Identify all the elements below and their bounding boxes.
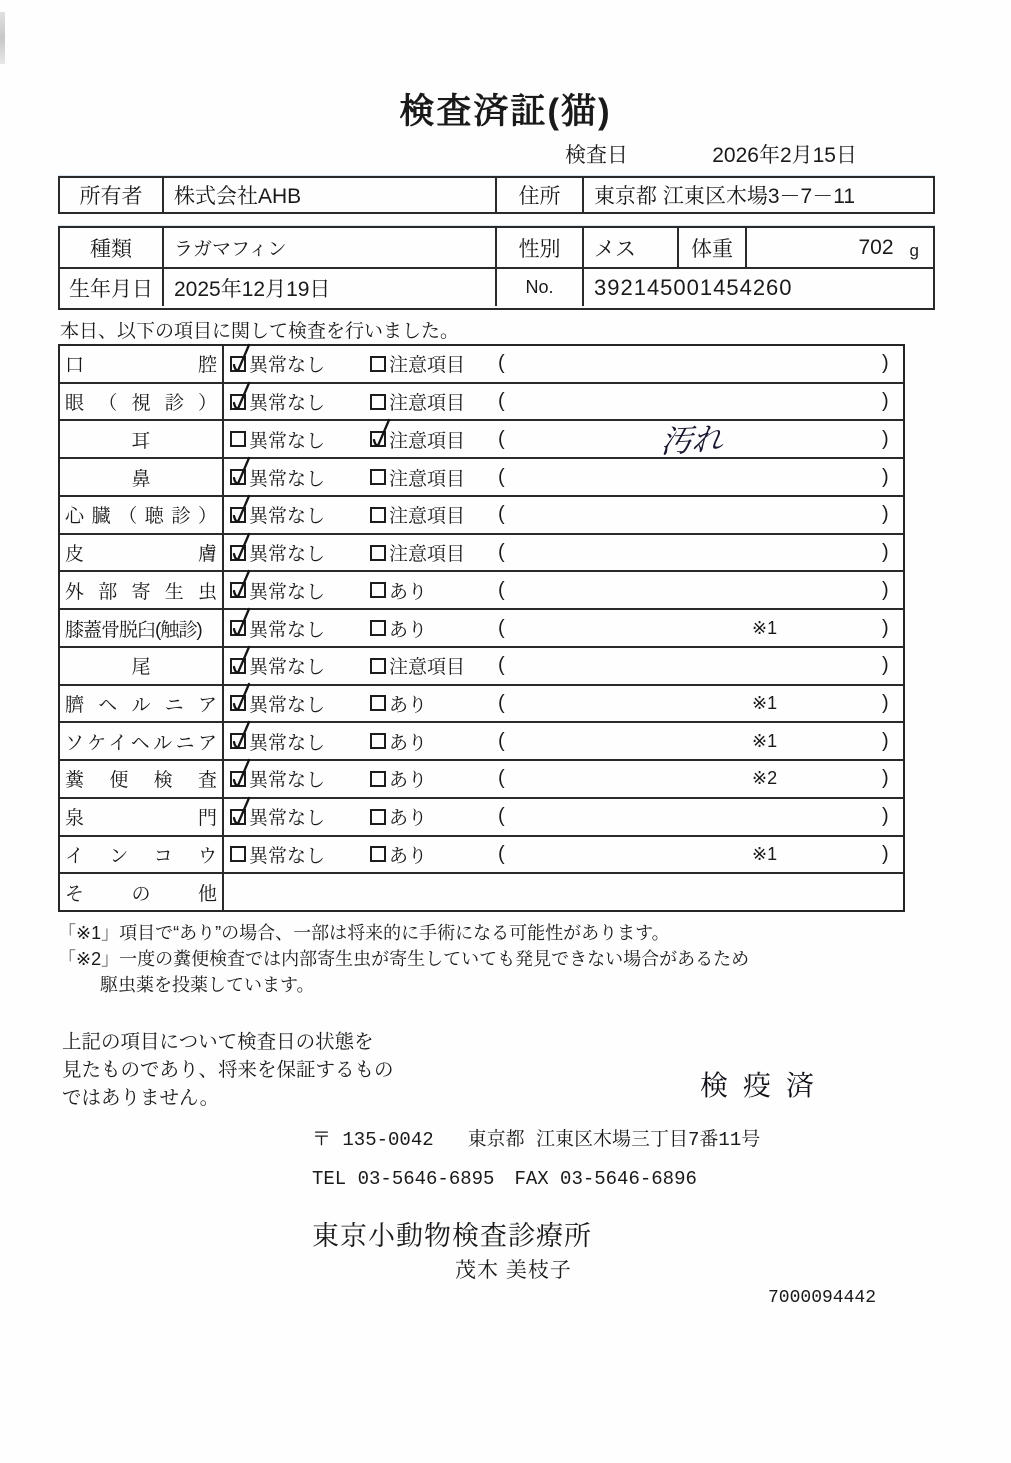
paren-close: ) — [882, 352, 889, 375]
option-label: あり — [389, 581, 428, 603]
exam-row-body — [224, 610, 903, 646]
checkbox-attention — [370, 733, 386, 749]
exam-row-body — [224, 497, 903, 533]
option-label: あり — [389, 732, 428, 754]
option-label: 異常なし — [249, 430, 326, 452]
paren-close: ) — [882, 691, 889, 714]
checkbox-attention — [370, 356, 386, 372]
exam-row — [60, 797, 903, 835]
microchip-no-label: No. — [495, 269, 582, 306]
option-label: あり — [389, 808, 428, 830]
option-no-abnormality — [230, 837, 325, 873]
option-label: 異常なし — [249, 657, 326, 679]
checkbox-attention — [370, 507, 386, 523]
sex-value: メス — [582, 228, 677, 267]
exam-row — [60, 533, 903, 571]
option-no-abnormality — [230, 572, 325, 608]
option-attention — [370, 761, 427, 797]
paren-close: ) — [882, 541, 889, 564]
exam-row — [60, 872, 903, 910]
weight-label: 体重 — [677, 228, 745, 267]
fax-number: FAX 03-5646-6896 — [514, 1168, 697, 1190]
option-attention — [370, 384, 465, 420]
checkbox-no-abnormality — [230, 356, 246, 372]
intro-sentence: 本日、以下の項目に関して検査を行いました。 — [60, 321, 460, 342]
paren-open: ( — [498, 352, 505, 375]
checkbox-attention — [370, 431, 386, 447]
option-label: 注意項目 — [389, 468, 466, 490]
paren-open: ( — [498, 654, 505, 677]
paren-close: ) — [882, 616, 889, 639]
option-attention — [370, 799, 427, 835]
exam-item-label: 外 部 寄 生 虫 — [60, 572, 224, 608]
exam-row — [60, 608, 903, 646]
option-attention — [370, 572, 427, 608]
option-attention — [370, 686, 427, 722]
paren-open: ( — [498, 541, 505, 564]
checkbox-no-abnormality — [230, 431, 246, 447]
row-remark: ※1 — [752, 692, 778, 713]
checkbox-attention — [370, 846, 386, 862]
option-no-abnormality — [230, 384, 325, 420]
option-attention — [370, 837, 427, 873]
checkbox-no-abnormality — [230, 771, 246, 787]
option-label: 異常なし — [249, 770, 326, 792]
footnote-1: 「※1」項目で“あり”の場合、一部は将来的に手術になる可能性があります。 — [58, 923, 670, 943]
exam-item-label: そ の 他 — [60, 874, 224, 910]
weight-value: 702 — [858, 235, 894, 259]
exam-item-label: 心 臓 （ 聴 診 ） — [60, 497, 224, 533]
paren-open: ( — [498, 842, 505, 865]
exam-item-label: 鼻 — [60, 459, 224, 495]
exam-row-body — [224, 874, 903, 910]
birth-value: 2025年12月19日 — [162, 269, 495, 306]
checkbox-no-abnormality — [230, 620, 246, 636]
option-label: 異常なし — [249, 468, 326, 490]
checkbox-attention — [370, 771, 386, 787]
paren-close: ) — [882, 842, 889, 865]
checkbox-no-abnormality — [230, 658, 246, 674]
option-attention — [370, 497, 465, 533]
option-label: あり — [389, 694, 428, 716]
exam-row-body — [224, 459, 903, 495]
checkbox-attention — [370, 809, 386, 825]
paren-open: ( — [498, 616, 505, 639]
inspection-date-label: 検査日 — [565, 144, 628, 167]
option-no-abnormality — [230, 497, 325, 533]
checkbox-attention — [370, 695, 386, 711]
option-label: 異常なし — [249, 808, 326, 830]
option-label: 注意項目 — [389, 657, 466, 679]
exam-row-body — [224, 421, 903, 462]
exam-row-body — [224, 572, 903, 608]
option-label: 異常なし — [249, 845, 326, 867]
exam-item-label: イ ン コ ウ — [60, 837, 224, 873]
exam-row — [60, 721, 903, 759]
paren-close: ) — [882, 578, 889, 601]
checkbox-no-abnormality — [230, 733, 246, 749]
weight-cell — [745, 228, 933, 267]
clinic-address: 東京都 江東区木場三丁目7番11号 — [467, 1129, 761, 1151]
paren-open: ( — [498, 465, 505, 488]
option-label: 異常なし — [249, 506, 326, 528]
scan-edge-artifact — [0, 12, 5, 64]
exam-row — [60, 419, 903, 462]
microchip-no-value: 392145001454260 — [582, 269, 933, 306]
footnote-2: 「※2」一度の糞便検査では内部寄生虫が寄生していても発見できない場合があるため — [58, 949, 750, 969]
checkbox-attention — [370, 658, 386, 674]
paren-close: ) — [882, 767, 889, 790]
option-no-abnormality — [230, 799, 325, 835]
option-no-abnormality — [230, 421, 325, 457]
exam-item-label: 眼 （ 視 診 ） — [60, 384, 224, 420]
breed-label: 種類 — [90, 237, 132, 261]
exam-row — [60, 835, 903, 873]
option-attention — [370, 421, 465, 457]
checkbox-no-abnormality — [230, 469, 246, 485]
exam-item-label: 皮 膚 — [60, 535, 224, 571]
option-attention — [370, 723, 427, 759]
exam-item-label: 尾 — [60, 648, 224, 684]
birth-label: 生年月日 — [69, 277, 153, 301]
exam-item-label: 糞 便 検 査 — [60, 761, 224, 797]
weight-unit: g — [909, 240, 919, 260]
option-label: 異常なし — [249, 581, 326, 603]
postal-code: 〒 135-0042 — [312, 1129, 434, 1151]
exam-item-label: 膝蓋骨脱臼(触診) — [60, 610, 224, 646]
exam-row-body — [224, 761, 903, 797]
checkbox-no-abnormality — [230, 582, 246, 598]
exam-row — [60, 646, 903, 684]
paren-open: ( — [498, 578, 505, 601]
clinic-name: 東京小動物検査診療所 — [312, 1221, 592, 1251]
paren-open: ( — [498, 729, 505, 752]
paren-open: ( — [498, 805, 505, 828]
option-label: 注意項目 — [389, 355, 466, 377]
exam-item-label: 耳 — [60, 421, 224, 457]
exam-row — [60, 346, 903, 382]
checkbox-attention — [370, 620, 386, 636]
exam-row — [60, 570, 903, 608]
exam-row-body — [224, 723, 903, 759]
option-attention — [370, 346, 465, 382]
serial-number: 7000094442 — [768, 1288, 877, 1308]
paren-open: ( — [498, 427, 505, 450]
exam-item-label: 臍 ヘ ル ニ ア — [60, 686, 224, 722]
owner-label: 所有者 — [79, 185, 143, 208]
checkbox-no-abnormality — [230, 809, 246, 825]
exam-row — [60, 457, 903, 495]
option-label: 異常なし — [249, 694, 326, 716]
row-remark: ※1 — [752, 617, 778, 638]
row-remark: ※1 — [752, 843, 778, 864]
paren-close: ) — [882, 390, 889, 413]
paren-close: ) — [882, 805, 889, 828]
handwritten-note — [592, 335, 792, 345]
checkbox-attention — [370, 469, 386, 485]
paren-open: ( — [498, 503, 505, 526]
paren-close: ) — [882, 654, 889, 677]
option-no-abnormality — [230, 459, 325, 495]
page-title: 検査済証(猫) — [399, 92, 612, 131]
exam-row-body — [224, 346, 903, 382]
option-label: 注意項目 — [389, 430, 466, 452]
option-attention — [370, 648, 465, 684]
veterinarian-name: 茂木 美枝子 — [455, 1259, 572, 1282]
exam-row-body — [224, 384, 903, 420]
option-label: あり — [389, 770, 428, 792]
paren-open: ( — [498, 691, 505, 714]
disclaimer: 上記の項目について検査日の状態を 見たものであり、将来を保証するもの ではありません。 — [62, 1031, 394, 1109]
clinic-tel-fax — [312, 1168, 697, 1190]
inspection-date-row — [0, 139, 935, 165]
pet-info-table — [58, 226, 935, 310]
exam-row-body — [224, 686, 903, 722]
paren-close: ) — [882, 729, 889, 752]
option-label: 異常なし — [249, 619, 326, 641]
option-attention — [370, 459, 465, 495]
exam-row-body — [224, 648, 903, 684]
option-label: 異常なし — [249, 544, 326, 566]
checkbox-attention — [370, 582, 386, 598]
owner-value: 株式会社AHB — [162, 178, 495, 212]
owner-table — [58, 176, 935, 214]
footnote-2-continued: 駆虫薬を投薬しています。 — [100, 975, 315, 995]
address-value: 東京都 江東区木場3－7－11 — [582, 178, 933, 212]
option-no-abnormality — [230, 686, 325, 722]
clinic-postal-address — [312, 1124, 760, 1151]
inspection-date-value: 2026年2月15日 — [712, 144, 857, 167]
option-label: 異常なし — [249, 393, 326, 415]
checkbox-attention — [370, 545, 386, 561]
checkbox-no-abnormality — [230, 394, 246, 410]
exam-item-label: 泉 門 — [60, 799, 224, 835]
option-attention — [370, 535, 465, 571]
checkbox-no-abnormality — [230, 695, 246, 711]
row-remark: ※2 — [752, 768, 778, 789]
quarantine-stamp: 検疫済 — [700, 1070, 830, 1101]
option-no-abnormality — [230, 535, 325, 571]
paren-close: ) — [882, 427, 889, 450]
option-no-abnormality — [230, 723, 325, 759]
option-no-abnormality — [230, 761, 325, 797]
option-label: 注意項目 — [389, 393, 466, 415]
exam-row — [60, 495, 903, 533]
option-label: 異常なし — [249, 355, 326, 377]
row-remark: ※1 — [752, 730, 778, 751]
exam-row-body — [224, 837, 903, 873]
exam-row-body — [224, 535, 903, 571]
breed-value: ラガマフィン — [162, 228, 495, 267]
paren-open: ( — [498, 390, 505, 413]
option-label: 異常なし — [249, 732, 326, 754]
checkbox-no-abnormality — [230, 545, 246, 561]
paren-open: ( — [498, 767, 505, 790]
exam-row-body — [224, 799, 903, 835]
option-label: 注意項目 — [389, 506, 466, 528]
handwritten-note: 汚れ — [659, 421, 724, 462]
option-label: あり — [389, 845, 428, 867]
exam-checklist-table — [58, 344, 905, 912]
option-label: あり — [389, 619, 428, 641]
checkbox-no-abnormality — [230, 507, 246, 523]
exam-item-label: ソケイヘルニア — [60, 723, 224, 759]
checkbox-no-abnormality — [230, 846, 246, 862]
option-label: 注意項目 — [389, 544, 466, 566]
footnotes — [58, 920, 749, 998]
checkbox-attention — [370, 394, 386, 410]
paren-close: ) — [882, 465, 889, 488]
sex-label: 性別 — [495, 228, 582, 267]
exam-row — [60, 759, 903, 797]
option-no-abnormality — [230, 610, 325, 646]
option-no-abnormality — [230, 346, 325, 382]
exam-row — [60, 684, 903, 722]
address-label: 住所 — [495, 178, 582, 212]
option-no-abnormality — [230, 648, 325, 684]
option-attention — [370, 610, 427, 646]
tel-number: TEL 03-5646-6895 — [312, 1168, 495, 1190]
paren-close: ) — [882, 503, 889, 526]
exam-item-label: 口 腔 — [60, 346, 224, 382]
